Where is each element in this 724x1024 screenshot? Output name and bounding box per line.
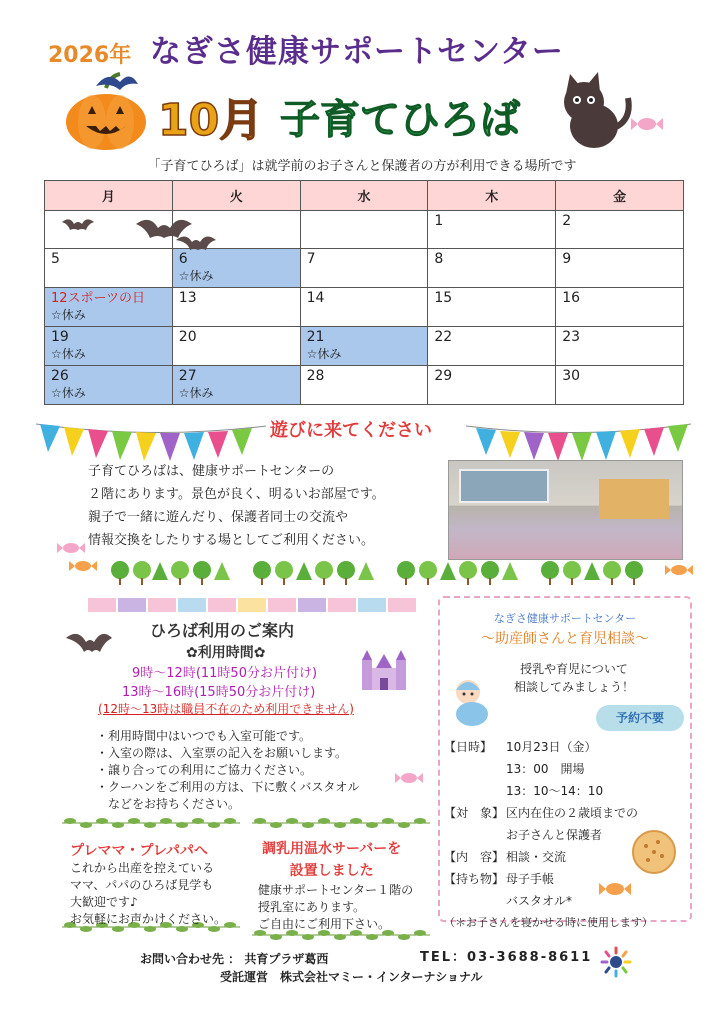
tree-row-decoration	[110, 560, 680, 586]
calendar-day-cell	[556, 249, 684, 288]
calendar-day-cell	[556, 211, 684, 249]
calendar-day-cell	[172, 249, 300, 288]
calendar-day-cell	[556, 366, 684, 405]
detail-label: 【内 容】	[444, 850, 505, 864]
weekday-header: 木	[428, 181, 556, 211]
rule-item: ・入室の際は、入室票の記入をお願いします。	[96, 746, 348, 760]
intro-text: 「子育てひろば」は就学前のお子さんと保護者の方が利用できる場所です	[147, 159, 577, 174]
month-title: 10月	[158, 95, 264, 146]
description-line: 情報交換をしたりする場としてご利用ください。	[88, 533, 375, 548]
organization-logo	[598, 944, 634, 980]
calendar-day-cell	[428, 249, 556, 288]
weekday-header: 金	[556, 181, 684, 211]
room-photo	[448, 460, 683, 560]
detail-value: 相談・交流	[506, 850, 567, 864]
description-line: 親子で一緒に遊んだり、保護者同士の交流や	[88, 510, 349, 525]
contact-info: お問い合わせ先 ： 共育プラザ葛西	[140, 952, 329, 966]
operator-info: 受託運営 株式会社マミー・インターナショナル	[220, 970, 483, 984]
detail-value: 13：10～14：10	[506, 784, 604, 798]
calendar-day-cell	[45, 249, 173, 288]
rule-item: などをお持ちください。	[96, 797, 241, 811]
candy-icon	[630, 114, 664, 134]
day-number: 6	[178, 251, 188, 267]
water-line: 授乳室にあります。	[258, 900, 366, 914]
calendar-day-cell	[45, 288, 173, 327]
year-label: 2026年	[48, 43, 132, 68]
no-reservation-badge: 予約不要	[596, 705, 684, 731]
day-number: 9	[562, 251, 572, 267]
calendar-day-cell	[45, 327, 173, 366]
weekday-header: 月	[45, 181, 173, 211]
bats-icon	[56, 212, 216, 252]
calendar-day-cell	[300, 288, 428, 327]
usage-title: ひろば利用のご案内	[150, 621, 295, 640]
calendar-day-cell	[428, 288, 556, 327]
calendar-week-row	[45, 249, 684, 288]
detail-value: 13：00 開場	[506, 762, 585, 776]
calendar-day-cell	[300, 366, 428, 405]
hours-note: (12時～13時は職員不在のため利用できません)	[98, 702, 354, 716]
day-number: 28	[306, 368, 325, 384]
candy-icon	[68, 558, 98, 574]
calendar-day-cell	[556, 327, 684, 366]
detail-label: 【対 象】	[444, 806, 505, 820]
detail-value: お子さんと保護者	[506, 828, 603, 842]
water-server-text	[258, 882, 438, 933]
closed-label: ☆休み	[51, 347, 86, 361]
hiroba-description	[88, 460, 438, 552]
premama-line: これから出産を控えている	[70, 861, 215, 875]
bat-icon	[62, 624, 112, 664]
detail-value: バスタオル*	[506, 894, 573, 908]
detail-row	[444, 736, 690, 758]
photo-window	[459, 469, 549, 503]
rule-item: ・クーハンをご利用の方は、下に敷くバスタオル	[96, 780, 360, 794]
phone-number: TEL：03-3688-8611	[420, 950, 593, 965]
day-number: 16	[562, 290, 581, 306]
detail-value: 母子手帳	[506, 872, 555, 886]
calendar-day-cell	[172, 327, 300, 366]
detail-label: 【日時】	[444, 740, 493, 754]
calendar-day-cell	[300, 327, 428, 366]
center-name: なぎさ健康サポートセンター	[150, 34, 564, 70]
day-number: 21	[306, 329, 325, 345]
closed-label: ☆休み	[51, 308, 86, 322]
calendar-day-cell	[300, 211, 428, 249]
day-number: 1	[434, 213, 444, 229]
premama-text	[70, 860, 250, 928]
rule-item: ・利用時間中はいつでも入室可能です。	[96, 729, 312, 743]
day-number: 15	[434, 290, 453, 306]
detail-row	[444, 802, 690, 824]
day-number: 19	[51, 329, 69, 345]
water-line: ご自由にご利用下さい。	[258, 917, 391, 931]
day-number: 13	[178, 290, 197, 306]
closed-label: ☆休み	[306, 347, 342, 361]
calendar-day-cell	[428, 327, 556, 366]
consult-note: （＊お子さんを寝かせる時に使用します）	[444, 916, 653, 929]
day-number: 8	[434, 251, 444, 267]
calendar-day-cell	[300, 249, 428, 288]
hours-morning: 9時～12時(11時50分お片付け)	[132, 666, 318, 681]
photo-shelf	[599, 479, 669, 519]
calendar-day-cell	[428, 211, 556, 249]
candy-icon	[598, 880, 632, 898]
banner-title: 遊びに来てください	[270, 420, 432, 441]
hours-afternoon: 13時～16時(15時50分お片付け)	[122, 685, 316, 700]
cookie-icon	[630, 828, 678, 876]
calendar-week-row	[45, 366, 684, 405]
day-number: 2	[562, 213, 572, 229]
consult-title: ～助産師さんと育児相談～	[481, 631, 649, 647]
baby-icon	[448, 676, 492, 728]
detail-label: 【持ち物】	[444, 872, 505, 886]
premama-line: ママ、パパのひろば見学も	[70, 878, 214, 892]
description-line: ２階にあります。景色が良く、明るいお部屋です。	[88, 487, 385, 502]
leaf-garland-decoration	[62, 816, 240, 830]
closed-label: ☆休み	[178, 269, 214, 283]
day-number: 7	[306, 251, 316, 267]
calendar-day-cell	[172, 366, 300, 405]
calendar-week-row	[45, 327, 684, 366]
rule-item: ・譲り合っての利用にご協力ください。	[96, 763, 313, 777]
consult-lead-line: 相談してみましょう！	[513, 680, 634, 694]
calendar-day-cell	[172, 288, 300, 327]
weekday-header: 水	[300, 181, 428, 211]
day-number: 30	[562, 368, 581, 384]
day-number: 12	[51, 291, 68, 306]
water-title-line: 調乳用温水サーバーを	[262, 841, 402, 857]
program-title: 子育てひろば	[280, 97, 520, 143]
candy-icon	[394, 770, 424, 786]
usage-rules	[96, 728, 396, 813]
castle-icon	[358, 650, 410, 692]
black-cat-icon	[552, 68, 636, 152]
leaf-garland-decoration	[252, 816, 430, 830]
closed-label: ☆休み	[178, 386, 214, 400]
pastel-stripe-decoration	[88, 598, 418, 612]
description-line: 子育てひろばは、健康サポートセンターの	[88, 464, 335, 479]
detail-value: 10月23日（金）	[506, 740, 597, 754]
premama-title: プレママ・プレパパへ	[70, 843, 208, 859]
candy-icon	[56, 540, 86, 556]
day-number: 23	[562, 329, 581, 345]
candy-icon	[664, 562, 694, 578]
premama-line: 大歓迎です♪	[70, 895, 138, 909]
hours-heading: ✿利用時間✿	[186, 645, 266, 661]
water-line: 健康サポートセンター１階の	[258, 883, 414, 897]
day-number: 29	[434, 368, 453, 384]
day-number: 20	[178, 329, 197, 345]
consult-center-name: なぎさ健康サポートセンター	[493, 612, 637, 625]
day-number: 22	[434, 329, 453, 345]
weekday-header: 火	[172, 181, 300, 211]
day-number: 14	[306, 290, 325, 306]
holiday-name: スポーツの日	[67, 291, 146, 306]
detail-value: 区内在住の２歳頃までの	[506, 806, 639, 820]
calendar-day-cell	[556, 288, 684, 327]
closed-label: ☆休み	[51, 386, 86, 400]
calendar-week-row	[45, 288, 684, 327]
day-number: 5	[51, 251, 60, 267]
bird-icon	[92, 66, 142, 96]
water-title-line: 設置しました	[289, 863, 374, 879]
day-number: 27	[178, 368, 197, 384]
premama-line: お気軽にお声かけください。	[70, 912, 227, 926]
day-number: 26	[51, 368, 69, 384]
calendar-day-cell	[45, 366, 173, 405]
consult-lead-line: 授乳や育児について	[520, 662, 628, 676]
water-server-title	[262, 838, 401, 882]
calendar-day-cell	[428, 366, 556, 405]
